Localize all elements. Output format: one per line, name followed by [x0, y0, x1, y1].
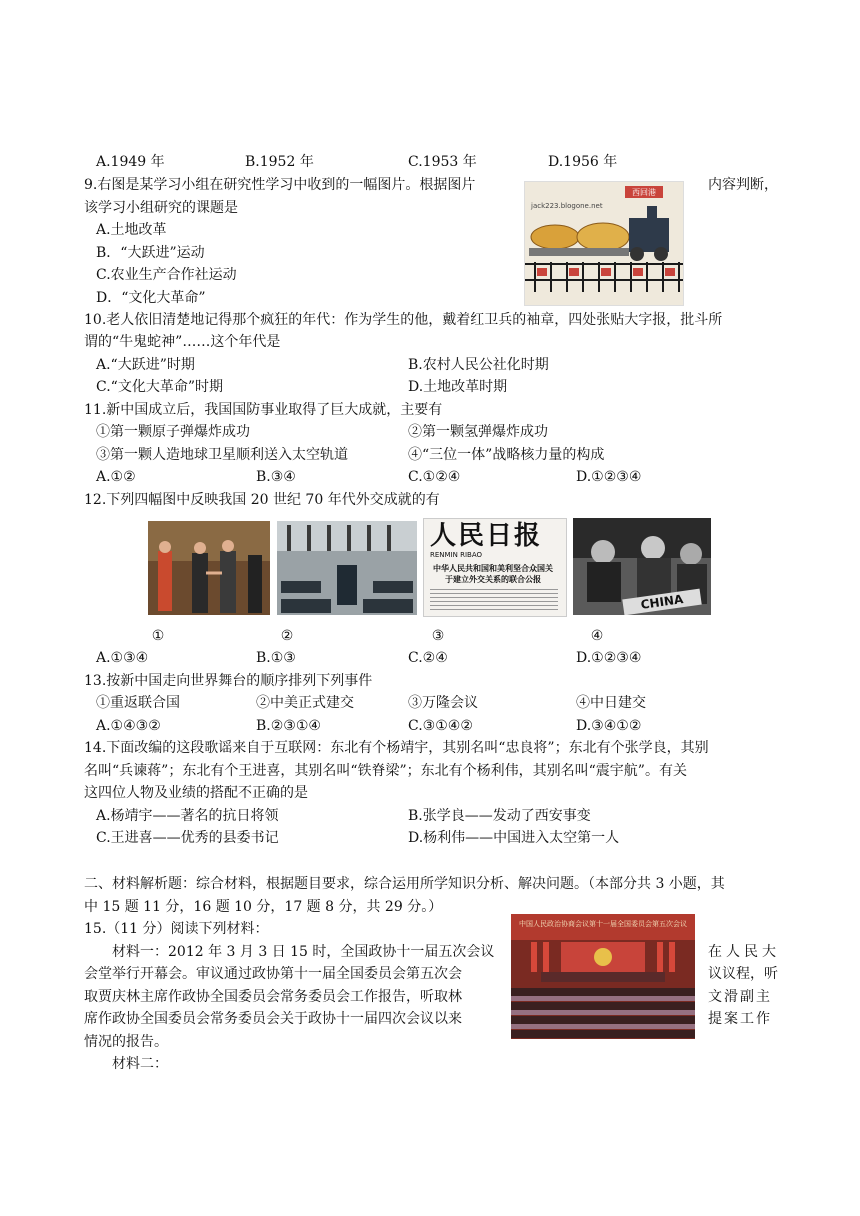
q11-option-c: C.①②④ [408, 469, 461, 485]
q12-photo-2-un-assembly [277, 521, 417, 615]
newspaper-pinyin: RENMIN RIBAO [430, 551, 482, 559]
q9-stem-line1: 9.右图是某学习小组在研究性学习中收到的一幅图片。根据图片 [84, 177, 476, 193]
section2-heading-line1: 二、材料解析题：综合材料，根据题目要求，综合运用所学知识分析、解决问题。（本部分共 3 小题，其 [84, 876, 725, 892]
q12-caption-3: ③ [431, 628, 445, 644]
newspaper-title: 人民日报 [430, 521, 543, 551]
q12-photo-3-newspaper [423, 518, 567, 617]
china-placard: CHINA [622, 589, 701, 615]
q15-material1-line4-right: 提案工作 [708, 1011, 772, 1027]
q9-stem-line1-right: 内容判断， [708, 177, 778, 193]
q15-material1-line1-right: 在人民大 [708, 944, 780, 960]
q15-material1-line3-right: 文滑副主 [708, 989, 772, 1005]
q11-item-2: ②第一颗氢弹爆炸成功 [408, 424, 548, 440]
q11-option-a: A.①② [96, 469, 136, 485]
q12-caption-4: ④ [590, 628, 604, 644]
q8-option-a: A.1949 年 [96, 154, 165, 170]
q13-option-c: C.③①④② [408, 718, 473, 734]
q14-option-a: A.杨靖宇——著名的抗日将领 [96, 808, 279, 824]
q14-stem-line1: 14.下面改编的这段歌谣来自于互联网：东北有个杨靖宇，其别名叫“忠良将”；东北有个张学良，其别 [84, 740, 709, 756]
q12-stem: 12.下列四幅图中反映我国 20 世纪 70 年代外交成就的有 [84, 492, 440, 508]
q11-item-1: ①第一颗原子弹爆炸成功 [96, 424, 250, 440]
q9-train-poster-image [524, 181, 684, 306]
q15-material1-line5: 情况的报告。 [84, 1034, 168, 1050]
q12-photo-4-china-delegation [573, 518, 711, 615]
q11-option-d: D.①②③④ [576, 469, 642, 485]
q15-heading: 15.（11 分）阅读下列材料： [84, 921, 269, 937]
q10-option-a: A.“大跃进”时期 [96, 357, 195, 373]
q10-stem-line2: 谓的“牛鬼蛇神”……这个年代是 [84, 334, 281, 350]
q8-option-d: D.1956 年 [548, 154, 618, 170]
q8-option-b: B.1952 年 [245, 154, 314, 170]
q10-stem-line1: 10.老人依旧清楚地记得那个疯狂的年代：作为学生的他，戴着红卫兵的袖章，四处张贴大字报，批斗所 [84, 312, 723, 328]
q8-option-c: C.1953 年 [408, 154, 477, 170]
q12-caption-2: ② [280, 628, 294, 644]
q13-option-d: D.③④①② [576, 718, 642, 734]
section2-heading-line2: 中 15 题 11 分，16 题 10 分，17 题 8 分，共 29 分。） [84, 899, 443, 915]
newspaper-body-text [430, 589, 558, 611]
q11-item-4: ④“三位一体”战略核力量的构成 [408, 447, 605, 463]
cppcc-banner: 中国人民政治协商会议第十一届全国委员会第五次会议 [519, 920, 687, 928]
q10-option-d: D.土地改革时期 [408, 379, 508, 395]
q9-poster-stamp: 西回港 [632, 188, 656, 197]
q9-option-c: C.农业生产合作社运动 [96, 267, 237, 283]
q12-option-d: D.①②③④ [576, 650, 642, 666]
newspaper-headline: 中华人民共和国和美利坚合众国关于建立外交关系的联合公报 [433, 563, 553, 584]
q12-photo-1-handshake [148, 521, 270, 615]
q11-option-b: B.③④ [256, 469, 296, 485]
q9-option-a: A.土地改革 [96, 222, 167, 238]
q11-item-3: ③第一颗人造地球卫星顺利送入太空轨道 [96, 447, 348, 463]
q11-stem: 11.新中国成立后，我国国防事业取得了巨大成就，主要有 [84, 402, 443, 418]
q14-stem-line2: 名叫“兵谏蒋”；东北有个王进喜，其别名叫“铁脊梁”；东北有个杨利伟，其别名叫“震宇航”。有关 [84, 763, 687, 779]
q15-cppcc-hall-photo [511, 914, 695, 1039]
q12-option-b: B.①③ [256, 650, 296, 666]
q12-option-a: A.①③④ [96, 650, 149, 666]
q15-material1-line3: 取贾庆林主席作政协全国委员会常务委员会工作报告，听取林 [84, 989, 462, 1005]
q13-item-3: ③万隆会议 [408, 695, 478, 711]
q10-option-c: C.“文化大革命”时期 [96, 379, 223, 395]
q14-stem-line3: 这四位人物及业绩的搭配不正确的是 [84, 785, 308, 801]
q14-option-d: D.杨利伟——中国进入太空第一人 [408, 830, 620, 846]
q10-option-b: B.农村人民公社化时期 [408, 357, 549, 373]
q14-option-c: C.王进喜——优秀的县委书记 [96, 830, 279, 846]
q9-stem-line2: 该学习小组研究的课题是 [84, 200, 238, 216]
q12-caption-1: ① [151, 628, 165, 644]
q15-material1-line2: 会堂举行开幕会。审议通过政协第十一届全国委员会第五次会 [84, 966, 462, 982]
q12-option-c: C.②④ [408, 650, 448, 666]
q13-option-a: A.①④③② [96, 718, 161, 734]
q13-stem: 13.按新中国走向世界舞台的顺序排列下列事件 [84, 673, 373, 689]
q13-item-2: ②中美正式建交 [256, 695, 354, 711]
q13-option-b: B.②③①④ [256, 718, 321, 734]
q9-option-b: B．“大跃进”运动 [96, 245, 205, 261]
q13-item-1: ①重返联合国 [96, 695, 180, 711]
q14-option-b: B.张学良——发动了西安事变 [408, 808, 591, 824]
q9-poster-watermark: jack223.blogone.net [531, 202, 603, 210]
q15-material1-line4: 席作政协全国委员会常务委员会关于政协十一届四次会议以来 [84, 1011, 462, 1027]
q15-material1-line1: 材料一：2012 年 3 月 3 日 15 时，全国政协十一届五次会议 [112, 944, 495, 960]
q15-material2-label: 材料二： [112, 1056, 168, 1072]
q15-material1-line2-right: 议议程，听 [708, 966, 778, 982]
q13-item-4: ④中日建交 [576, 695, 646, 711]
q9-option-d: D．“文化大革命” [96, 290, 206, 306]
